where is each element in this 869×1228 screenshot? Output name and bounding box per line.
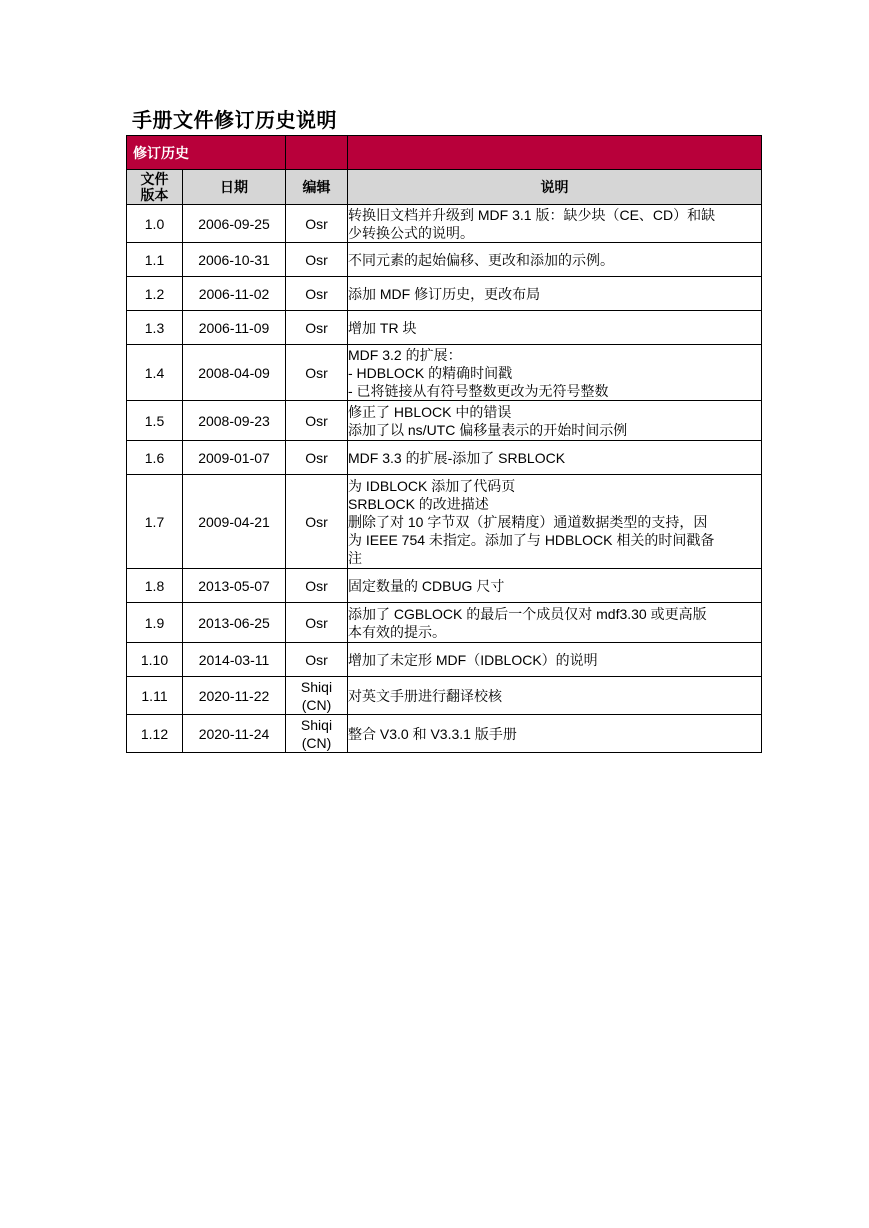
revision-history-table xyxy=(126,135,762,753)
description-line: 增加了未定形 MDF（IDBLOCK）的说明 xyxy=(348,651,598,668)
description-line: - HDBLOCK 的精确时间戳 xyxy=(348,364,513,381)
cell-description xyxy=(348,475,762,569)
description-line: 删除了对 10 字节双（扩展精度）通道数据类型的支持，因 xyxy=(348,513,708,530)
cell-description xyxy=(348,401,762,441)
cell-version: 1.12 xyxy=(127,715,183,753)
header-version-line: 版本 xyxy=(140,187,169,203)
editor-line: Shiqi xyxy=(300,678,333,695)
cell-date: 2006-09-25 xyxy=(183,205,286,243)
cell-date: 2013-05-07 xyxy=(183,569,286,603)
editor-line: Osr xyxy=(305,364,328,381)
description-line: 少转换公式的说明。 xyxy=(348,224,474,241)
description-line: 修正了 HBLOCK 中的错误 xyxy=(348,403,512,420)
cell-version: 1.3 xyxy=(127,311,183,345)
editor-line: Osr xyxy=(305,449,328,466)
cell-editor xyxy=(286,277,348,311)
cell-version: 1.7 xyxy=(127,475,183,569)
cell-date: 2009-04-21 xyxy=(183,475,286,569)
cell-version: 1.6 xyxy=(127,441,183,475)
cell-date: 2006-11-09 xyxy=(183,311,286,345)
description-line: 转换旧文档并升级到 MDF 3.1 版：缺少块（CE、CD）和缺 xyxy=(348,206,716,223)
table-row xyxy=(127,715,762,753)
header-editor: 编辑 xyxy=(286,170,348,205)
table-row xyxy=(127,475,762,569)
cell-date: 2008-04-09 xyxy=(183,345,286,401)
cell-editor xyxy=(286,677,348,715)
description-line: 本有效的提示。 xyxy=(348,623,446,640)
description-line: 注 xyxy=(348,549,362,566)
table-row xyxy=(127,441,762,475)
description-line: 增加 TR 块 xyxy=(348,319,417,336)
band-cell-empty xyxy=(348,136,762,170)
cell-description xyxy=(348,345,762,401)
cell-date: 2020-11-22 xyxy=(183,677,286,715)
editor-line: Osr xyxy=(305,412,328,429)
editor-line: Osr xyxy=(305,215,328,232)
cell-version: 1.11 xyxy=(127,677,183,715)
description-line: 整合 V3.0 和 V3.3.1 版手册 xyxy=(348,725,517,742)
band-cell-empty xyxy=(286,136,348,170)
cell-date: 2006-11-02 xyxy=(183,277,286,311)
cell-date: 2008-09-23 xyxy=(183,401,286,441)
table-row xyxy=(127,205,762,243)
cell-version: 1.2 xyxy=(127,277,183,311)
header-version xyxy=(127,170,183,205)
editor-line: Osr xyxy=(305,651,328,668)
editor-line: Osr xyxy=(305,285,328,302)
cell-version: 1.10 xyxy=(127,643,183,677)
page-title: 手册文件修订历史说明 xyxy=(132,108,337,132)
description-line: MDF 3.2 的扩展： xyxy=(348,346,462,363)
editor-line: Osr xyxy=(305,577,328,594)
description-line: 不同元素的起始偏移、更改和添加的示例。 xyxy=(348,251,614,268)
table-header-row xyxy=(127,170,762,205)
cell-editor xyxy=(286,603,348,643)
editor-line: Osr xyxy=(305,614,328,631)
band-label: 修订历史 xyxy=(127,136,286,170)
header-description: 说明 xyxy=(348,170,762,205)
editor-line: Osr xyxy=(305,513,328,530)
description-line: 添加 MDF 修订历史，更改布局 xyxy=(348,285,541,302)
cell-version: 1.8 xyxy=(127,569,183,603)
cell-description xyxy=(348,205,762,243)
table-row xyxy=(127,643,762,677)
editor-line: Osr xyxy=(305,319,328,336)
cell-editor xyxy=(286,569,348,603)
cell-editor xyxy=(286,441,348,475)
cell-description xyxy=(348,311,762,345)
description-line: - 已将链接从有符号整数更改为无符号整数 xyxy=(348,382,609,399)
cell-date: 2013-06-25 xyxy=(183,603,286,643)
table-row xyxy=(127,569,762,603)
cell-version: 1.5 xyxy=(127,401,183,441)
cell-editor xyxy=(286,243,348,277)
cell-version: 1.9 xyxy=(127,603,183,643)
cell-description xyxy=(348,643,762,677)
cell-description xyxy=(348,603,762,643)
description-line: 固定数量的 CDBUG 尺寸 xyxy=(348,577,505,594)
cell-date: 2020-11-24 xyxy=(183,715,286,753)
editor-line: Shiqi xyxy=(300,716,333,733)
table-row xyxy=(127,277,762,311)
table-row xyxy=(127,345,762,401)
cell-date: 2014-03-11 xyxy=(183,643,286,677)
cell-description xyxy=(348,569,762,603)
cell-description xyxy=(348,715,762,753)
cell-editor xyxy=(286,345,348,401)
description-line: 对英文手册进行翻译校核 xyxy=(348,687,502,704)
cell-description xyxy=(348,441,762,475)
editor-line: (CN) xyxy=(301,696,332,713)
table-row xyxy=(127,401,762,441)
description-line: 添加了 CGBLOCK 的最后一个成员仅对 mdf3.30 或更高版 xyxy=(348,605,707,622)
cell-editor xyxy=(286,475,348,569)
cell-editor xyxy=(286,311,348,345)
cell-date: 2006-10-31 xyxy=(183,243,286,277)
editor-line: Osr xyxy=(305,251,328,268)
cell-editor xyxy=(286,401,348,441)
table-band-row xyxy=(127,136,762,170)
cell-version: 1.0 xyxy=(127,205,183,243)
description-line: SRBLOCK 的改进描述 xyxy=(348,495,489,512)
cell-editor xyxy=(286,715,348,753)
cell-description xyxy=(348,677,762,715)
cell-version: 1.1 xyxy=(127,243,183,277)
cell-description xyxy=(348,243,762,277)
description-line: 添加了以 ns/UTC 偏移量表示的开始时间示例 xyxy=(348,421,628,438)
table-row xyxy=(127,677,762,715)
editor-line: (CN) xyxy=(301,734,332,751)
table-row xyxy=(127,311,762,345)
description-line: MDF 3.3 的扩展-添加了 SRBLOCK xyxy=(348,449,566,466)
header-version-line: 文件 xyxy=(140,171,169,187)
cell-version: 1.4 xyxy=(127,345,183,401)
header-date: 日期 xyxy=(183,170,286,205)
description-line: 为 IEEE 754 未指定。添加了与 HDBLOCK 相关的时间戳备 xyxy=(348,531,715,548)
cell-description xyxy=(348,277,762,311)
table-row xyxy=(127,243,762,277)
cell-date: 2009-01-07 xyxy=(183,441,286,475)
cell-editor xyxy=(286,643,348,677)
table-row xyxy=(127,603,762,643)
cell-editor xyxy=(286,205,348,243)
description-line: 为 IDBLOCK 添加了代码页 xyxy=(348,477,516,494)
